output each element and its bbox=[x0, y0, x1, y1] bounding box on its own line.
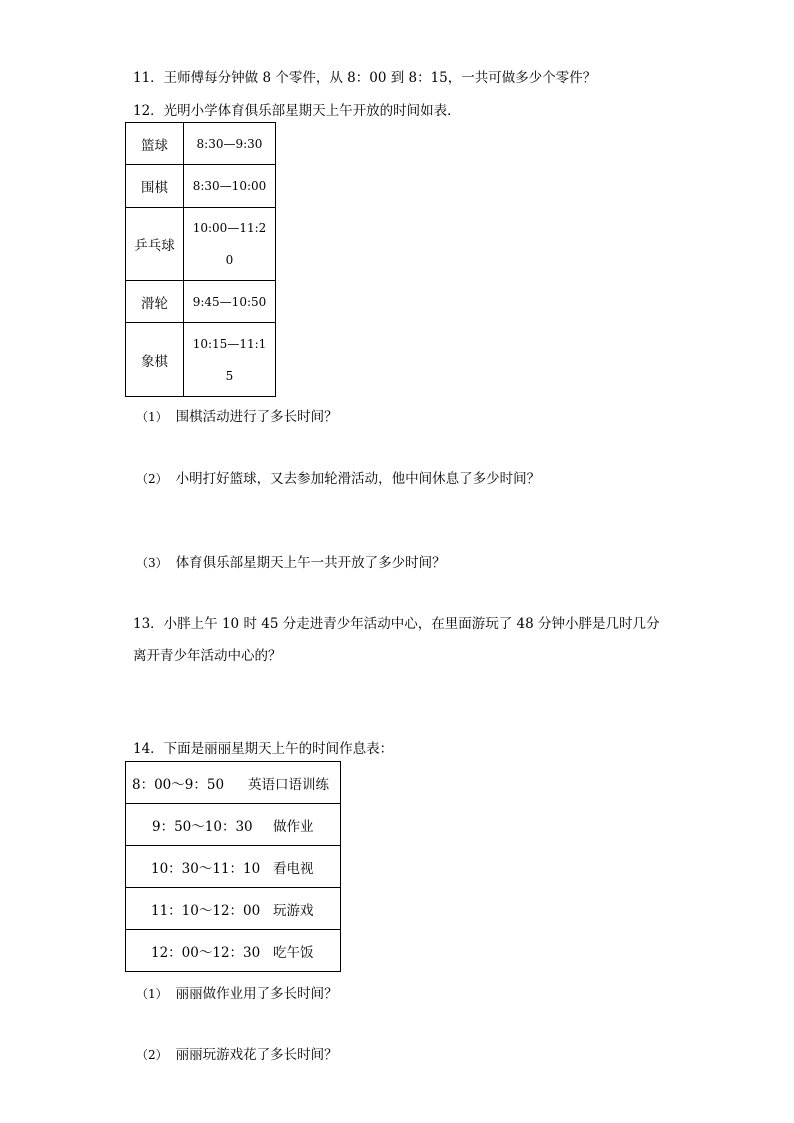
table-row bbox=[126, 323, 276, 397]
table-row bbox=[126, 281, 276, 323]
activity-cell: 滑轮 bbox=[126, 281, 184, 323]
schedule-cell bbox=[126, 804, 341, 846]
schedule-time: 11：10～12：00 bbox=[151, 902, 261, 919]
schedule-time: 12：00～12：30 bbox=[151, 944, 261, 961]
sub-number: （2） bbox=[136, 1048, 168, 1062]
activity-cell: 象棋 bbox=[126, 323, 184, 397]
table-row bbox=[126, 165, 276, 208]
question-13-line-1: 13．小胖上午 10 时 45 分走进青少年活动中心，在里面游玩了 48 分钟小胖是几时几分 bbox=[133, 616, 660, 632]
schedule-cell bbox=[126, 762, 341, 804]
table-row bbox=[126, 888, 341, 930]
club-schedule-table bbox=[125, 122, 276, 397]
table-row bbox=[126, 804, 341, 846]
sub-text: 丽丽做作业用了多长时间？ bbox=[175, 986, 338, 1002]
sub-number: （3） bbox=[136, 556, 168, 570]
schedule-cell bbox=[126, 888, 341, 930]
time-cell: 8:30—9:30 bbox=[184, 123, 276, 165]
time-cell: 8:30—10:00 bbox=[184, 165, 276, 208]
table-row bbox=[126, 123, 276, 165]
schedule-activity: 英语口语训练 bbox=[248, 776, 329, 793]
sub-text: 丽丽玩游戏花了多长时间？ bbox=[175, 1047, 338, 1063]
sub-number: （2） bbox=[136, 472, 168, 486]
table-row bbox=[126, 846, 341, 888]
schedule-cell bbox=[126, 846, 341, 888]
question-14-sub-2 bbox=[136, 1043, 338, 1063]
schedule-cell bbox=[126, 930, 341, 972]
activity-cell: 乒乓球 bbox=[126, 208, 184, 281]
sub-text: 小明打好篮球，又去参加轮滑活动，他中间休息了多少时间？ bbox=[175, 471, 541, 487]
schedule-activity: 吃午饭 bbox=[273, 944, 314, 961]
question-12-text: 12．光明小学体育俱乐部星期天上午开放的时间如表． bbox=[133, 103, 461, 119]
time-cell-wrap-container bbox=[184, 208, 276, 281]
time-cell: 9:45—10:50 bbox=[184, 281, 276, 323]
sub-text: 体育俱乐部星期天上午一共开放了多少时间？ bbox=[175, 555, 446, 571]
daily-schedule-table bbox=[125, 761, 341, 972]
question-12-sub-2 bbox=[136, 467, 540, 487]
schedule-activity: 做作业 bbox=[273, 818, 314, 835]
schedule-time: 10：30～11：10 bbox=[151, 860, 261, 877]
question-12-sub-1 bbox=[136, 405, 338, 425]
activity-cell: 围棋 bbox=[126, 165, 184, 208]
sub-number: （1） bbox=[136, 987, 168, 1001]
table-row bbox=[126, 930, 341, 972]
question-13-line-2: 离开青少年活动中心的？ bbox=[133, 648, 282, 664]
question-14-sub-1 bbox=[136, 982, 338, 1002]
sub-text: 围棋活动进行了多长时间？ bbox=[175, 409, 338, 425]
question-12-sub-3 bbox=[136, 551, 446, 571]
schedule-time: 9：50～10：30 bbox=[152, 818, 253, 835]
schedule-activity: 玩游戏 bbox=[273, 902, 314, 919]
table-row bbox=[126, 762, 341, 804]
schedule-activity: 看电视 bbox=[273, 860, 314, 877]
time-cell: 10:00—11:20 bbox=[192, 221, 267, 267]
question-14-text: 14．下面是丽丽星期天上午的时间作息表： bbox=[133, 741, 394, 757]
sub-number: （1） bbox=[136, 410, 168, 424]
table-row bbox=[126, 208, 276, 281]
question-11-text: 11．王师傅每分钟做 8 个零件，从 8：00 到 8：15，一共可做多少个零件？ bbox=[133, 70, 597, 86]
activity-cell: 篮球 bbox=[126, 123, 184, 165]
time-cell-wrap-container bbox=[184, 323, 276, 397]
time-cell: 10:15—11:15 bbox=[192, 336, 267, 383]
schedule-time: 8：00～9：50 bbox=[132, 776, 225, 793]
